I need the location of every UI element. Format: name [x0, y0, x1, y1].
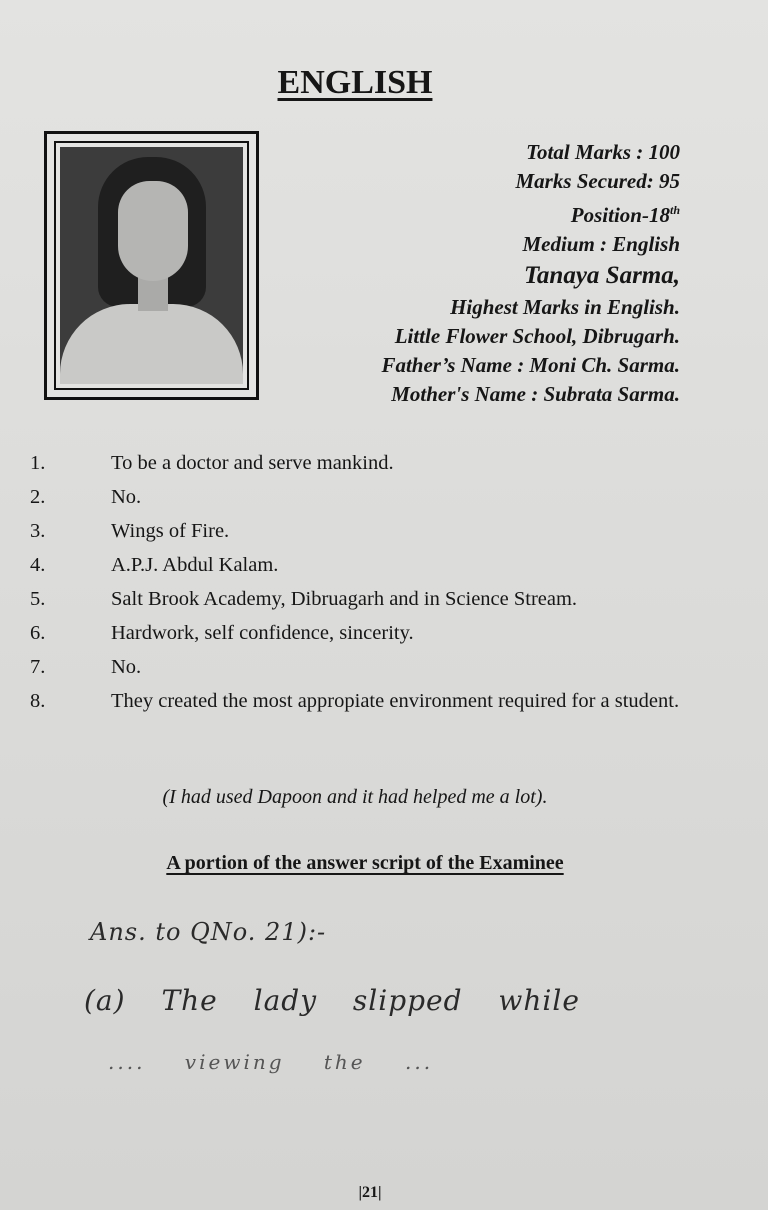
page-heading: ENGLISH: [277, 64, 433, 101]
answer-item: 3. Wings of Fire.: [30, 520, 230, 542]
answer-item: 4. A.P.J. Abdul Kalam.: [30, 554, 279, 576]
page-number: |21|: [358, 1184, 382, 1201]
position: Position-18th: [570, 203, 680, 227]
answer-item: 5. Salt Brook Academy, Dibruagarh and in Science Stream.: [30, 588, 578, 610]
photo-face-shape: [118, 181, 188, 281]
answer-item: 8. They created the most appropiate environment required for a student.: [30, 690, 680, 712]
answer-item: 7. No.: [30, 656, 142, 678]
answers-list: [30, 446, 710, 718]
answer-item: 1. To be a doctor and serve mankind.: [30, 452, 394, 474]
student-name: Tanaya Sarma,: [523, 262, 680, 289]
answer-item: 2. No.: [30, 486, 142, 508]
handwritten-line: .... viewing the ...: [108, 1050, 434, 1074]
medium: Medium : English: [522, 232, 680, 256]
mother-name: Mother's Name : Subrata Sarma.: [391, 382, 680, 406]
student-photo-frame: [44, 131, 259, 400]
handwritten-line: Ans. to QNo. 21):-: [90, 918, 327, 946]
photo-shirt-shape: [60, 304, 243, 384]
student-note: (I had used Dapoon and it had helped me a lot).: [162, 786, 548, 808]
handwritten-line: (a) The lady slipped while: [84, 984, 580, 1017]
highlight-text: Highest Marks in English.: [450, 295, 680, 319]
school-name: Little Flower School, Dibrugarh.: [394, 324, 680, 348]
answer-item: 6. Hardwork, self confidence, sincerity.: [30, 622, 414, 644]
student-photo: [60, 147, 243, 384]
father-name: Father’s Name : Moni Ch. Sarma.: [381, 353, 680, 377]
student-info: [240, 138, 680, 409]
total-marks: Total Marks : 100: [526, 140, 680, 164]
answer-script-title: A portion of the answer script of the Examinee: [166, 852, 564, 874]
marks-secured: Marks Secured: 95: [515, 169, 680, 193]
